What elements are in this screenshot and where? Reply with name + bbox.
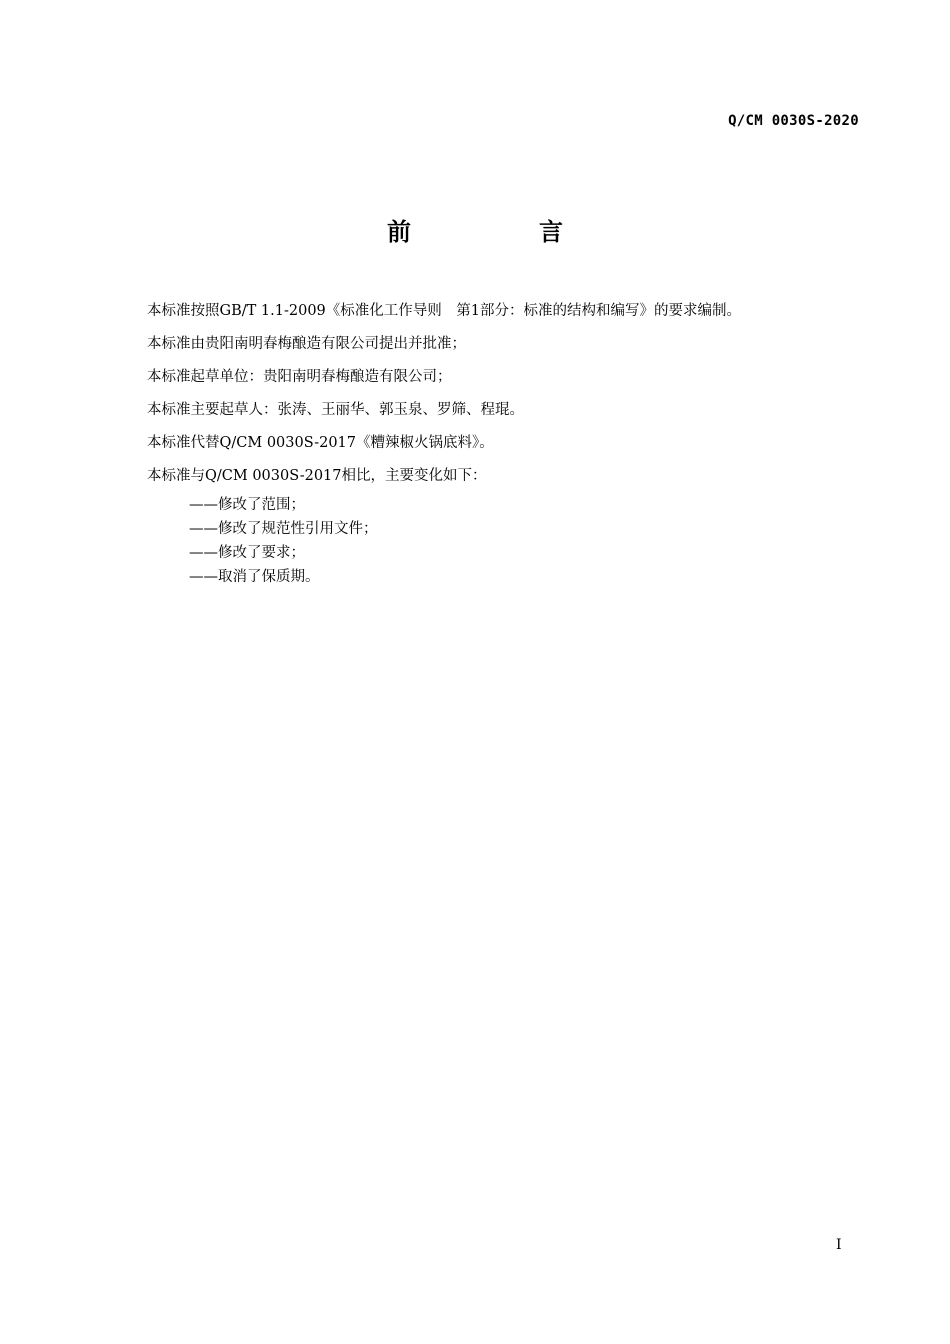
changes-list — [147, 493, 867, 589]
list-item: ——修改了要求； — [189, 545, 305, 561]
page-number: I — [836, 1237, 842, 1253]
paragraph-changes-intro: 本标准与Q/CM 0030S-2017相比，主要变化如下： — [147, 468, 487, 484]
paragraph-drafting-unit: 本标准起草单位：贵阳南明春梅酿造有限公司； — [147, 369, 452, 385]
list-item: ——修改了规范性引用文件； — [189, 521, 378, 537]
list-item: ——修改了范围； — [189, 497, 305, 513]
list-item: ——取消了保质期。 — [189, 569, 320, 585]
paragraph-replaces: 本标准代替Q/CM 0030S-2017《糟辣椒火锅底料》。 — [147, 435, 494, 451]
document-code: Q/CM 0030S-2020 — [728, 113, 859, 129]
paragraph-drafters: 本标准主要起草人：张涛、王丽华、郭玉泉、罗筛、程琨。 — [147, 402, 524, 418]
page-title: 前 言 — [387, 218, 615, 246]
paragraph-proposer: 本标准由贵阳南明春梅酿造有限公司提出并批准； — [147, 336, 466, 352]
paragraph-drafting-rules: 本标准按照GB/T 1.1-2009《标准化工作导则 第1部分：标准的结构和编写》的要求编制。 — [147, 303, 741, 319]
foreword-body — [147, 298, 867, 589]
